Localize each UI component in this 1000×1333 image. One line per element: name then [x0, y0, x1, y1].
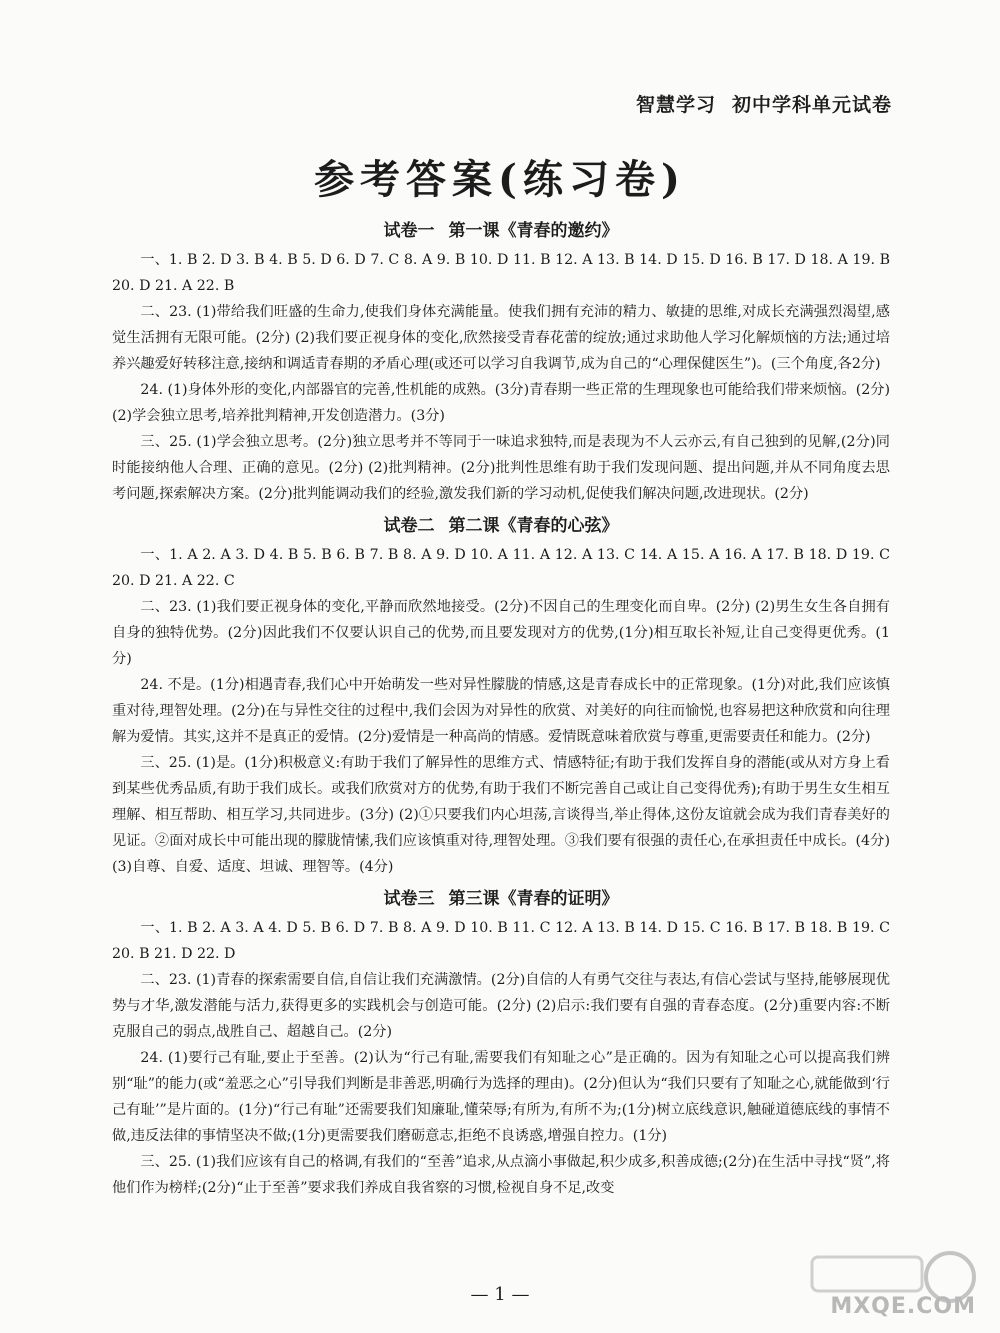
section-heading: 试卷一 [383, 221, 435, 241]
answer-content [112, 212, 890, 1201]
section-1 [112, 216, 890, 507]
answer-paragraph: 二、23. (1)青春的探索需要自信,自信让我们充满激情。(2分)自信的人有勇气交往与表达,有信心尝试与坚持,能够展现优势与才华,激发潜能与活力,获得更多的实践机会与创造可能。(2分) (2)启示:我们要有自强的青春态度。(2分)重要内容:不断克服自己的弱点,战胜自己、超越自己。(2分) [112, 972, 890, 1040]
section-heading: 试卷三 [383, 889, 435, 909]
answer-paragraph: 一、1. B 2. D 3. B 4. B 5. D 6. D 7. C 8. A 9. B 10. D 11. B 12. A 13. B 14. D 15. D 16. B 17. D 18. A 19. B 20. D 21. A 22. B [112, 252, 890, 294]
answer-paragraph: 二、23. (1)我们要正视身体的变化,平静而欣然地接受。(2分)不因自己的生理变化而自卑。(2分) (2)男生女生各自拥有自身的独特优势。(2分)因此我们不仅要认识自己的优势,而且要发现对方的优势,(1分)相互取长补短,让自己变得更优秀。(1分) [112, 599, 890, 667]
answer-paragraph: 三、25. (1)是。(1分)积极意义:有助于我们了解异性的思维方式、情感特征;有助于我们发挥自身的潜能(或从对方身上看到某些优秀品质,有助于我们成长。或我们欣赏对方的优势,有助于我们不断完善自己或让自己变得优秀);有助于男生女生相互理解、相互帮助、相互学习,共同进步。(3分) (2)①只要我们内心坦荡,言谈得当,举止得体,这份友谊就会成为我们青春美好的见证。②面对成长中可能出现的朦胧情愫,我们应该慎重对待,理智处理。③我们要有很强的责任心,在承担责任中成长。(4分) (3)自尊、自爱、适度、坦诚、理智等。(4分) [112, 755, 890, 875]
section-3 [112, 884, 890, 1201]
page-number: — 1 — [470, 1284, 530, 1305]
section-lesson: 第三课《青春的证明》 [448, 889, 619, 909]
section-2 [112, 511, 890, 880]
page-title: 参考答案(练习卷) [314, 156, 686, 203]
answer-paragraph: 一、1. B 2. A 3. A 4. D 5. B 6. D 7. B 8. A 9. D 10. B 11. C 12. A 13. B 14. D 15. C 16. B 17. B 18. B 19. C 20. B 21. D 22. D [112, 920, 890, 962]
section-title [112, 216, 890, 241]
answer-paragraph: 24. (1)身体外形的变化,内部器官的完善,性机能的成熟。(3分)青春期一些正常的生理现象也可能给我们带来烦恼。(2分) (2)学会独立思考,培养批判精神,开发创造潜力。(3分) [112, 382, 890, 424]
answer-paragraph: 一、1. A 2. A 3. D 4. B 5. B 6. B 7. B 8. A 9. D 10. A 11. A 12. A 13. C 14. A 15. A 16. A 17. B 18. D 19. C 20. D 21. A 22. C [112, 547, 890, 589]
book-name: 初中学科单元试卷 [731, 94, 892, 116]
answer-paragraph: 24. 不是。(1分)相遇青春,我们心中开始萌发一些对异性朦胧的情感,这是青春成长中的正常现象。(1分)对此,我们应该慎重对待,理智处理。(2分)在与异性交往的过程中,我们会因为对异性的欣赏、对美好的向往而愉悦,也容易把这种欣赏和向往理解为爱情。其实,这并不是真正的爱情。(2分)爱情是一种高尚的情感。爱情既意味着欣赏与尊重,更需要责任和能力。(2分) [112, 677, 890, 745]
section-lesson: 第一课《青春的邀约》 [448, 221, 619, 241]
answer-paragraph: 三、25. (1)我们应该有自己的格调,有我们的“至善”追求,从点滴小事做起,积少成多,积善成德;(2分)在生活中寻找“贤”,将他们作为榜样;(2分)“止于至善”要求我们养成自我省察的习惯,检视自身不足,改变 [112, 1154, 890, 1196]
section-title [112, 511, 890, 536]
section-heading: 试卷二 [383, 516, 435, 536]
series-name: 智慧学习 [635, 94, 716, 116]
answer-paragraph: 二、23. (1)带给我们旺盛的生命力,使我们身体充满能量。使我们拥有充沛的精力、敏捷的思维,对成长充满强烈渴望,感觉生活拥有无限可能。(2分) (2)我们要正视身体的变化,欣然接受青春花蕾的绽放;通过求助他人学习化解烦恼的方法;通过培养兴趣爱好转移注意,接纳和调适青春期的矛盾心理(或还可以学习自我调节,成为自己的“心理保健医生”)。(三个角度,各2分) [112, 304, 890, 372]
watermark-logo [800, 1247, 990, 1327]
answer-paragraph: 24. (1)要行己有耻,要止于至善。(2)认为“行己有耻,需要我们有知耻之心”是正确的。因为有知耻之心可以提高我们辨别“耻”的能力(或“羞恶之心”引导我们判断是非善恶,明确行为选择的理由)。(2分)但认为“我们只要有了知耻之心,就能做到‘行己有耻’”是片面的。(1分)“行己有耻”还需要我们知廉耻,懂荣辱;有所为,有所不为;(1分)树立底线意识,触碰道德底线的事情不做,违反法律的事情坚决不做;(1分)更需要我们磨砺意志,拒绝不良诱惑,增强自控力。(1分) [112, 1050, 890, 1144]
section-title [112, 884, 890, 909]
watermark-text: MXQE.COM [830, 1294, 976, 1319]
page-header [636, 90, 892, 117]
section-lesson: 第二课《青春的心弦》 [448, 516, 619, 536]
answer-paragraph: 三、25. (1)学会独立思考。(2分)独立思考并不等同于一味追求独特,而是表现为不人云亦云,有自己独到的见解,(2分)同时能接纳他人合理、正确的意见。(2分) (2)批判精神。(2分)批判性思维有助于我们发现问题、提出问题,并从不同角度去思考问题,探索解决方案。(2分)批判能调动我们的经验,激发我们新的学习动机,促使我们解决问题,改进现状。(2分) [112, 434, 890, 502]
